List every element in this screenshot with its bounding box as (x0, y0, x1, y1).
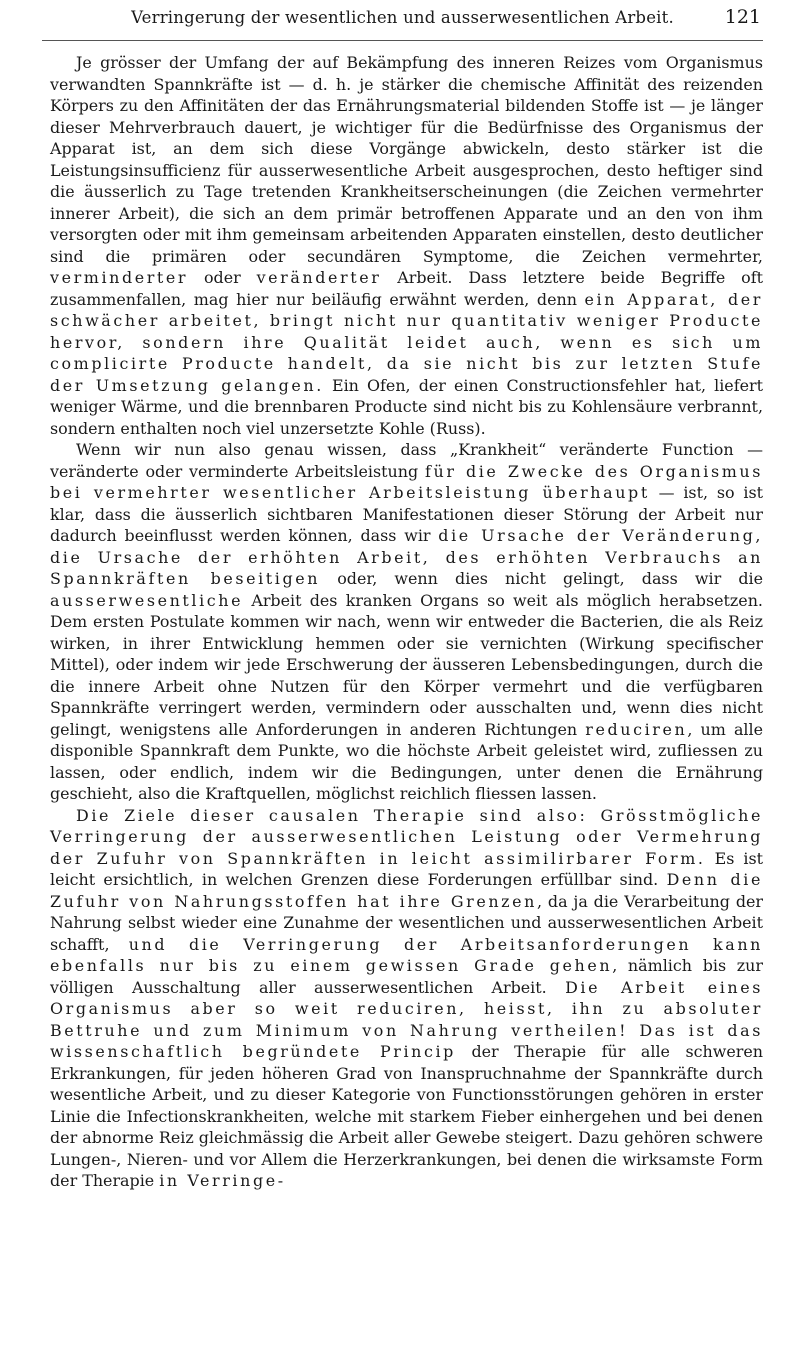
text-run: Arbeit. Dass letztere beide Begriffe oft zusammenfallen, mag hier nur beiläufig erwähnt werden, denn (50, 268, 763, 309)
running-head (42, 0, 763, 41)
spaced-emphasis-text: und die Verringerung der Arbeitsanforderungen kann ebenfalls nur bis zu einem gewissen Grade gehen (50, 934, 763, 975)
text-run: Arbeit des kranken Organs so weit als möglich herabsetzen. Dem ersten Postulate kommen wir nach, wenn wir entweder die Bacterien, die als Reiz wirken, in ihrer Entwicklung hemmen oder sie vernichten (Wirkung specifischer Mittel), oder indem wir jede Erschwerung der äusseren Lebensbedingungen, durch die die innere Arbeit ohne Nutzen für den Körper vermehrt und die verfügbaren Spannkräfte verringert werden, vermindern oder ausschalten und, wenn dies nicht gelingt, wenigstens alle Anforderungen in anderen Richtungen (50, 590, 763, 739)
spaced-emphasis-text: für die Zwecke des Organismus bei vermehrter wesentlicher Arbeitsleistung überhaupt (50, 461, 764, 502)
text-run: Es ist leicht ersichtlich, in welchen Grenzen diese Forderungen erfüllbar sind. (50, 848, 763, 889)
spaced-emphasis-text: ausserwesentliche (50, 590, 244, 610)
spaced-emphasis-text: Die Arbeit eines Organismus aber so weit reduciren, heisst, ihn zu absoluter Bettruhe und zum Minimum von Nahrung vertheilen! Das ist das wissenschaftlich begründete Princip (50, 977, 763, 1061)
spaced-emphasis-text: veränderter (256, 268, 382, 287)
text-run: der Therapie für alle schweren Erkrankungen, für jeden höheren Grad von Inanspruchnahme der Spannkräfte durch wesentliche Arbeit, und zu dieser Kategorie von Functionsstörungen gehören in erster Linie die Infectionskrankheiten, welche mit starkem Fieber einhergehen und bei denen der abnorme Reiz gleichmässig die Arbeit aller Gewebe steigert. Dazu gehören schwere Lungen-, Nieren- und vor Allem die Herzerkrankungen, bei denen die wirksamste Form der Therapie (50, 1042, 763, 1190)
text-run: Je grösser der Umfang der auf Bekämpfung des inneren Reizes vom Organismus verwandten Spannkräfte ist — d. h. je stärker die chemische Affinität des reizenden Körpers zu den Affinitäten der das Ernährungsmaterial bildenden Stoffe ist — je länger dieser Mehrverbrauch dauert, je wichtiger für die Bedürfnisse des Organismus der Apparat ist, an dem sich diese Vorgänge abwickeln, desto stärker ist die Leistungsinsufficienz für ausserwesentliche Arbeit ausgesprochen, desto heftiger sind die äusserlich zu Tage tretenden Krankheitserscheinungen (die Zeichen vermehrter innerer Arbeit), die sich an dem primär betroffenen Apparate und an den von ihm versorgten oder mit ihm gemeinsam arbeitenden Apparaten einstellen, desto deutlicher sind die primären oder secundären Symptome, die Zeichen vermehrter, (50, 53, 763, 266)
spaced-emphasis-text: Die Ziele dieser causalen Therapie sind also: Grösstmögliche Verringerung der ausserwesentlichen Leistung oder Vermehrung der Zufuhr von Spannkräften in leicht assimilirbarer Form. (50, 805, 763, 868)
spaced-emphasis-text: reduciren (585, 719, 688, 739)
text-run: , nämlich bis zur völligen Ausschaltung aller ausserwesentlichen Arbeit. (50, 956, 763, 997)
text-run: Ein Ofen, der einen Constructionsfehler hat, liefert weniger Wärme, und die brennbaren Producte sind nicht bis zu Kohlensäure verbrannt, sondern enthalten noch viel unzersetzte Kohle (Russ). (50, 375, 763, 438)
running-title: Verringerung der wesentlichen und ausserwesentlichen Arbeit. (131, 8, 674, 27)
spaced-emphasis-text: Denn die Zufuhr von Nahrungsstoffen hat ihre Grenzen (50, 870, 763, 911)
text-run: , da ja die Verarbeitung der Nahrung selbst wieder eine Zunahme der wesentlichen und ausserwesentlichen Arbeit schafft, (50, 891, 763, 954)
paragraph (50, 52, 763, 439)
spaced-emphasis-text: die Ursache der Veränderung, die Ursache der erhöhten Arbeit, des erhöhten Verbrauchs an Spannkräften beseitigen (50, 526, 764, 588)
spaced-emphasis-text: ein Apparat, der schwächer arbeitet, bringt nicht nur quantitativ weniger Producte hervor, sondern ihre Qualität leidet auch, wenn es sich um complicirte Producte handelt, da sie nicht bis zur letzten Stufe der Umsetzung gelangen. (50, 289, 763, 395)
body-text (50, 52, 763, 1192)
spaced-emphasis-text: verminderter (50, 268, 189, 287)
paragraph (50, 805, 763, 1192)
text-run: Wenn wir nun also genau wissen, dass „Krankheit“ veränderte Function — veränderte oder verminderte Arbeitsleistung (50, 440, 763, 481)
text-run: , um alle disponible Spannkraft dem Punkte, wo die höchste Arbeit geleistet wird, zufliessen zu lassen, oder endlich, indem wir die Bedingungen, unter denen die Ernährung geschieht, also die Kraftquellen, möglichst reichlich fliessen lassen. (50, 719, 763, 803)
text-run: oder, wenn dies nicht gelingt, dass wir die (320, 569, 763, 588)
text-run: oder (188, 268, 257, 287)
page-number: 121 (724, 6, 761, 28)
spaced-emphasis-text: in Verringe- (159, 1171, 286, 1190)
paragraph (50, 439, 763, 805)
text-run: — ist, so ist klar, dass die äusserlich sichtbaren Manifestationen dieser Störung der Arbeit nur dadurch beeinflusst werden können, dass wir (50, 483, 763, 545)
